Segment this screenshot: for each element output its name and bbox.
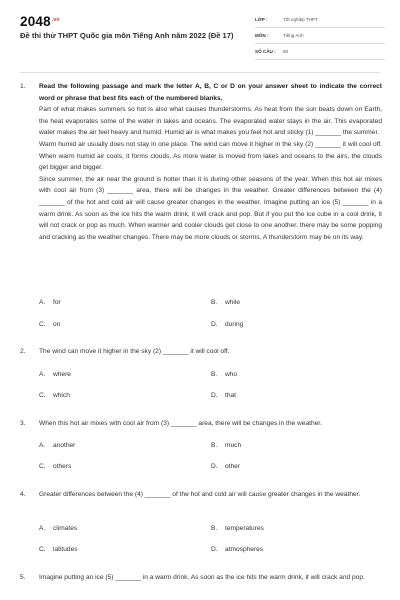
- option-c[interactable]: C. others: [39, 463, 72, 470]
- option-a[interactable]: A. where: [39, 371, 71, 378]
- option-d[interactable]: D. during: [211, 321, 244, 328]
- document-title: Đề thi thử THPT Quốc gia môn Tiếng Anh năm 2022 (Đề 17): [20, 31, 234, 40]
- question-instruction: Read the following passage and mark the letter A, B, C or D on your answer sheet to indicate the correct word or phrase that best fits each of the numbered blanks.: [39, 83, 382, 102]
- option-a[interactable]: A. climates: [39, 525, 78, 532]
- meta-value-class: Tốt nghiệp THPT: [283, 17, 318, 22]
- meta-row-class: [255, 14, 385, 28]
- option-a[interactable]: A. for: [39, 299, 61, 306]
- question-number: 2.: [20, 348, 26, 355]
- option-d[interactable]: D. atmospheres: [211, 546, 264, 553]
- option-c[interactable]: C. on: [39, 321, 61, 328]
- meta-key-class: LỚP :: [255, 17, 268, 22]
- meta-row-count: [255, 46, 385, 60]
- question-body: [39, 81, 382, 243]
- option-b[interactable]: B. much: [211, 442, 242, 449]
- option-b[interactable]: B. who: [211, 371, 238, 378]
- meta-value-count: 50: [283, 49, 289, 54]
- page-header: [0, 0, 400, 68]
- question-2: [20, 346, 382, 358]
- option-a[interactable]: A. another: [39, 442, 76, 449]
- question-4: [20, 489, 382, 501]
- question-number: 3.: [20, 420, 26, 427]
- meta-value-subject: Tiếng Anh: [283, 33, 304, 38]
- question-1: [20, 81, 382, 243]
- passage-paragraph: Warm humid air usually does not stay in one place. The wind can move it higher in the sky (2) _______ it will cool off. When warm humid air cools, it forms clouds. As more water is moved from lakes and oceans to the airs, the clouds get bigger and bigger.: [39, 140, 382, 172]
- option-d[interactable]: D. that: [211, 392, 236, 399]
- option-c[interactable]: C. latitudes: [39, 546, 78, 553]
- question-number: 1.: [20, 83, 26, 90]
- site-logo-suffix: .vn: [51, 17, 60, 23]
- site-logo-text: 2048: [20, 14, 51, 29]
- question-number: 4.: [20, 491, 26, 498]
- passage-paragraph: Since summer, the air near the ground is hotter than it is during other seasons of the year. When this hot air mixes with cool air from (3) _______ area, there will be changes in the weather. Greater differences between the (4) _______ of the hot and cold air will cause greater changes in the weather. Imagine putting an ice (5) _______ in a warm drink. As soon as the ice hits the warm drink, it will crack and pop. But if you put the ice cube in a cool drink, it will not crack or pop as much. When warmer and cooler clouds get close to one another, there may be some popping and cracking as the weather changes. There may be more clouds or storms. A thunderstorm may be on its way.: [39, 175, 382, 241]
- question-3: [20, 418, 382, 430]
- question-stem: Imagine putting an ice (5) _______ in a warm drink. As soon as the ice hits the warm drink, it will crack and pop.: [39, 574, 365, 581]
- option-b[interactable]: B. while: [211, 299, 241, 306]
- site-logo[interactable]: [20, 14, 60, 29]
- option-c[interactable]: C. which: [39, 392, 70, 399]
- option-b[interactable]: B. temperatures: [211, 525, 264, 532]
- question-number: 5.: [20, 574, 26, 581]
- exam-meta: [255, 14, 385, 62]
- question-5: [20, 572, 382, 584]
- question-stem: The wind can move it higher in the sky (2) _______ it will cool off.: [39, 348, 230, 355]
- question-stem: When this hot air mixes with cool air from (3) _______ area, there will be changes in the weather.: [39, 420, 322, 427]
- header-divider: [20, 72, 380, 73]
- passage-paragraph: Part of what makes summers so hot is also what causes thunderstorms. As heat from the sun beats down on Earth, the heat evaporates some of the water in lakes and oceans. The evaporated water stays in the air. This evaporated water makes the air feel heavy and humid. Humid air is what makes you feel hot and sticky (1) _______ the summer.: [39, 106, 382, 137]
- meta-row-subject: [255, 30, 385, 44]
- question-stem: Greater differences between the (4) _______ of the hot and cold air will cause greater changes in the weather.: [39, 491, 361, 498]
- meta-key-count: SỐ CÂU :: [255, 49, 276, 54]
- meta-key-subject: MÔN :: [255, 33, 269, 38]
- option-d[interactable]: D. other: [211, 463, 241, 470]
